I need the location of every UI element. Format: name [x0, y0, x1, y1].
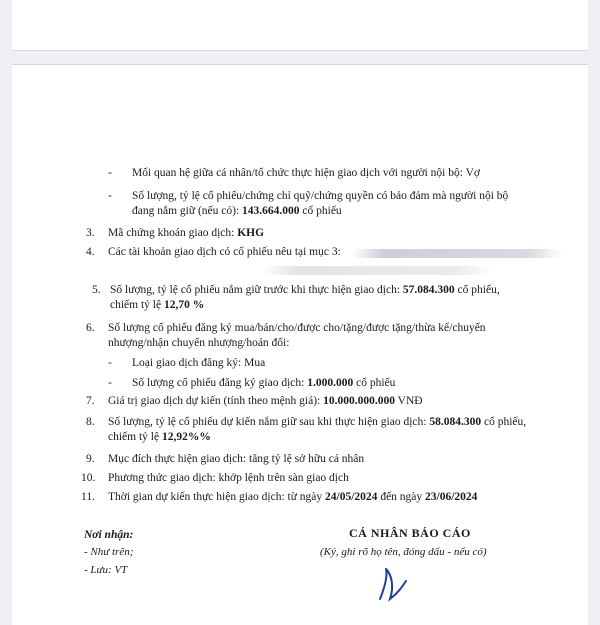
- holding-line-1: Số lượng, tỷ lệ cổ phiếu/chứng chỉ quỹ/chứng quyền có bảo đảm mà người nội bộ: [132, 190, 509, 202]
- item-number: 11.: [81, 491, 95, 503]
- before-ratio: 12,70 %: [163, 299, 205, 311]
- signature-mark: [372, 565, 432, 605]
- signer-title: CÁ NHÂN BÁO CÁO: [349, 526, 471, 540]
- before-holding-line-1: Số lượng, tỷ lệ cổ phiếu nắm giữ trước khi thực hiện giao dịch: 57.084.300 cổ phiếu,: [110, 284, 500, 296]
- bullet-dash: -: [108, 190, 112, 202]
- item-number: 5.: [92, 284, 101, 296]
- bullet-dash: -: [108, 167, 112, 179]
- before-holding-line-2: chiếm tỷ lệ 12,70 %: [110, 299, 205, 311]
- holding-line-2: đang nắm giữ (nếu có): 143.664.000 cổ phiếu: [132, 205, 342, 217]
- recipient-1: - Như trên;: [84, 546, 134, 558]
- bullet-dash: -: [108, 377, 112, 389]
- item-number: 10.: [81, 472, 96, 484]
- item-number: 6.: [86, 322, 95, 334]
- after-holding-line-1: Số lượng, tỷ lệ cổ phiếu dự kiến nắm giữ sau khi thực hiện giao dịch: 58.084.300 cổ phiếu,: [108, 416, 527, 428]
- after-holding-line-2: chiếm tỷ lệ 12,92%%: [108, 431, 211, 443]
- item-number: 3.: [86, 227, 95, 239]
- after-holding-value: 58.084.300: [429, 416, 482, 428]
- bullet-dash: -: [108, 357, 112, 369]
- redacted-blur: [352, 249, 562, 258]
- accounts-line: Các tài khoản giao dịch có cổ phiếu nêu tại mục 3:: [108, 246, 341, 258]
- registered-line-2: nhượng/nhận chuyển nhượng/hoán đổi:: [108, 337, 290, 349]
- purpose-line: Mục đích thực hiện giao dịch: tăng tỷ lệ sở hữu cá nhân: [108, 453, 365, 465]
- item-number: 9.: [86, 453, 95, 465]
- before-holding-value: 57.084.300: [402, 284, 455, 296]
- value-line: Giá trị giao dịch dự kiến (tính theo mệnh giá): 10.000.000.000 VNĐ: [108, 395, 423, 407]
- registered-quantity-line: Số lượng cổ phiếu đăng ký giao dịch: 1.000.000 cổ phiếu: [132, 377, 396, 389]
- stock-code-line: Mã chứng khoán giao dịch: KHG: [108, 227, 265, 239]
- method-line: Phương thức giao dịch: khớp lệnh trên sàn giao dịch: [108, 472, 349, 484]
- item-number: 7.: [86, 395, 95, 407]
- stock-code: KHG: [237, 227, 265, 239]
- item-number: 4.: [86, 246, 95, 258]
- registered-quantity: 1.000.000: [307, 377, 354, 389]
- registered-line-1: Số lượng cổ phiếu đăng ký mua/bán/cho/được cho/tặng/được tặng/thừa kế/chuyển: [108, 322, 486, 334]
- recipient-2: - Lưu: VT: [84, 564, 128, 576]
- timeframe-line: Thời gian dự kiến thực hiện giao dịch: từ ngày 24/05/2024 đến ngày 23/06/2024: [108, 491, 478, 503]
- document-page: [12, 64, 588, 625]
- relationship-line: Mối quan hệ giữa cá nhân/tổ chức thực hiện giao dịch với người nội bộ: Vợ: [132, 167, 480, 179]
- item-number: 8.: [86, 416, 95, 428]
- previous-page-edge: [12, 0, 588, 51]
- transaction-type-line: Loại giao dịch đăng ký: Mua: [132, 357, 266, 369]
- recipients-title: Nơi nhận:: [84, 529, 134, 541]
- end-date: 23/06/2024: [425, 491, 478, 503]
- after-ratio: 12,92%%: [161, 431, 211, 443]
- start-date: 24/05/2024: [325, 491, 378, 503]
- holding-value: 143.664.000: [242, 205, 300, 217]
- redacted-blur: [262, 266, 492, 275]
- transaction-value: 10.000.000.000: [323, 395, 395, 407]
- signer-note: (Ký, ghi rõ họ tên, đóng dấu - nếu có): [320, 546, 487, 558]
